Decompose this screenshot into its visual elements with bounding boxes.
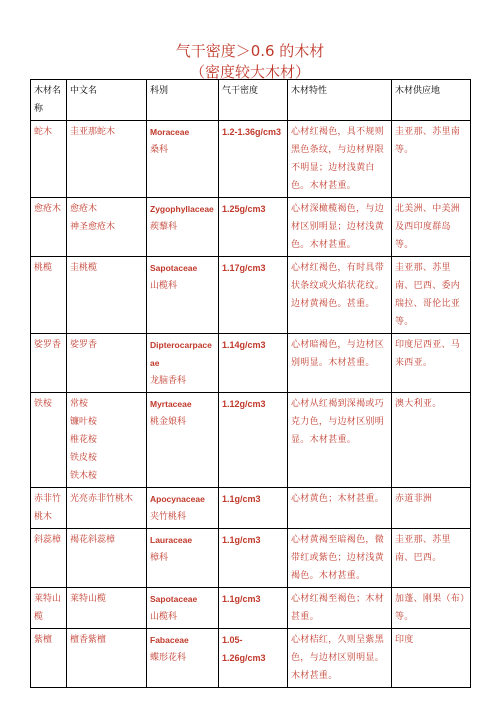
family-cell <box>147 629 219 688</box>
family-latin: Sapotaceae <box>150 594 198 604</box>
density-cell: 1.25g/cm3 <box>219 198 288 257</box>
header-cell: 木材供应地 <box>392 80 471 121</box>
header-cell: 气干密度 <box>219 80 288 121</box>
family-cell <box>147 198 219 257</box>
wood-name-cell: 娑罗香 <box>31 334 67 393</box>
wood-name-cell: 赤非竹桃木 <box>31 488 67 529</box>
supply-cell: 北美洲、中美洲及西印度群岛等。 <box>392 198 471 257</box>
traits-cell: 心材红褐色，具不规则黑色条纹，与边材界限不明显；边材浅黄白色。木材甚重。 <box>288 121 392 198</box>
density-cell: 1.12g/cm3 <box>219 393 288 488</box>
table-row <box>31 393 471 488</box>
table-row <box>31 588 471 629</box>
chinese-name: 褐花斜蕊樟 <box>70 535 116 545</box>
density-cell: 1.05-1.26g/cm3 <box>219 629 288 688</box>
chinese-name: 愈疮木 <box>70 204 98 214</box>
family-chinese: 桑科 <box>150 145 169 155</box>
density-cell: 1.17g/cm3 <box>219 257 288 334</box>
traits-cell: 心材从红褐到深褐或巧克力色，与边材区别明显。木材甚重。 <box>288 393 392 488</box>
header-cell: 木材特性 <box>288 80 392 121</box>
table-row <box>31 488 471 529</box>
supply-cell: 印度尼西亚、马来西亚。 <box>392 334 471 393</box>
family-latin: Sapotaceae <box>150 263 198 273</box>
supply-cell: 圭亚那、苏里南等。 <box>392 121 471 198</box>
chinese-name: 光亮赤非竹桃木 <box>70 494 134 504</box>
chinese-name: 椎花桉 <box>70 435 98 445</box>
chinese-name: 圭亚那蛇木 <box>70 127 116 137</box>
chinese-name-cell <box>67 629 147 688</box>
supply-cell: 赤道非洲 <box>392 488 471 529</box>
family-latin: Lauraceae <box>150 535 193 545</box>
table-row <box>31 198 471 257</box>
traits-cell: 心材黄色；木材甚重。 <box>288 488 392 529</box>
chinese-name-cell <box>67 529 147 588</box>
table-row <box>31 121 471 198</box>
density-cell: 1.2-1.36g/cm3 <box>219 121 288 198</box>
supply-cell: 圭亚那、苏里南、巴西。 <box>392 529 471 588</box>
wood-name-cell: 斜蕊樟 <box>31 529 67 588</box>
chinese-name: 铁皮桉 <box>70 453 98 463</box>
chinese-name-cell <box>67 121 147 198</box>
chinese-name-cell <box>67 257 147 334</box>
chinese-name: 镰叶桉 <box>70 417 98 427</box>
family-chinese: 龙脑香科 <box>150 376 187 386</box>
family-latin: Dipterocarpaceae <box>150 340 212 368</box>
family-chinese: 山榄科 <box>150 281 178 291</box>
wood-name-cell: 愈疮木 <box>31 198 67 257</box>
traits-cell: 心材深橄榄褐色，与边材区别明显；边材浅黄色。木材甚重。 <box>288 198 392 257</box>
family-chinese: 樟科 <box>150 553 169 563</box>
chinese-name-cell <box>67 198 147 257</box>
chinese-name-cell <box>67 488 147 529</box>
family-chinese: 蒺藜科 <box>150 222 178 232</box>
chinese-name-cell <box>67 588 147 629</box>
wood-name-cell: 铁桉 <box>31 393 67 488</box>
family-cell <box>147 529 219 588</box>
density-cell: 1.14g/cm3 <box>219 334 288 393</box>
family-latin: Fabaceae <box>150 635 189 645</box>
chinese-name: 檀香紫檀 <box>70 635 107 645</box>
supply-cell: 澳大利亚。 <box>392 393 471 488</box>
family-latin: Myrtaceae <box>150 399 192 409</box>
family-chinese: 夹竹桃科 <box>150 512 187 522</box>
wood-name-cell: 紫檀 <box>31 629 67 688</box>
traits-cell: 心材黄褐至暗褐色，微带红或紫色；边材浅黄褐色。木材甚重。 <box>288 529 392 588</box>
wood-name-cell: 莱特山榄 <box>31 588 67 629</box>
family-cell <box>147 588 219 629</box>
family-latin: Apocynaceae <box>150 494 205 504</box>
chinese-name: 神圣愈疮木 <box>70 222 116 232</box>
traits-cell: 心材桔红，久则呈紫黑色，与边材区别明显。木材甚重。 <box>288 629 392 688</box>
family-cell <box>147 121 219 198</box>
table-row <box>31 334 471 393</box>
family-chinese: 山榄科 <box>150 612 178 622</box>
wood-name-cell: 蛇木 <box>31 121 67 198</box>
family-chinese: 桃金娘科 <box>150 417 187 427</box>
wood-name-cell: 桃榄 <box>31 257 67 334</box>
chinese-name: 娑罗香 <box>70 340 98 350</box>
header-cell: 中文名 <box>67 80 147 121</box>
chinese-name: 莱特山榄 <box>70 594 107 604</box>
traits-cell: 心材红褐至褐色；木材甚重。 <box>288 588 392 629</box>
family-chinese: 蝶形花科 <box>150 653 187 663</box>
supply-cell: 加蓬、刚果（布）等。 <box>392 588 471 629</box>
family-cell <box>147 393 219 488</box>
wood-table <box>30 79 471 688</box>
table-row <box>31 629 471 688</box>
chinese-name-cell <box>67 334 147 393</box>
table-row <box>31 529 471 588</box>
chinese-name: 铁木桉 <box>70 471 98 481</box>
header-row <box>31 80 471 121</box>
family-cell <box>147 334 219 393</box>
chinese-name: 圭桃榄 <box>70 263 98 273</box>
chinese-name-cell <box>67 393 147 488</box>
family-cell <box>147 257 219 334</box>
header-cell: 科别 <box>147 80 219 121</box>
family-latin: Moraceae <box>150 127 190 137</box>
supply-cell: 圭亚那、苏里南、巴西、委内瑞拉、哥伦比亚等。 <box>392 257 471 334</box>
density-cell: 1.1g/cm3 <box>219 488 288 529</box>
supply-cell: 印度 <box>392 629 471 688</box>
traits-cell: 心材红褐色，有时具带状条纹或火焰状花纹。边材黄褐色。甚重。 <box>288 257 392 334</box>
title-subtitle: （密度较大木材） <box>189 63 310 81</box>
title-main: 气干密度＞0.6 的木材 <box>175 42 325 60</box>
table-row <box>31 257 471 334</box>
density-cell: 1.1g/cm3 <box>219 529 288 588</box>
family-latin: Zygophyllaceae <box>150 204 214 214</box>
traits-cell: 心材暗褐色，与边材区别明显。木材甚重。 <box>288 334 392 393</box>
density-cell: 1.1g/cm3 <box>219 588 288 629</box>
chinese-name: 常桉 <box>70 399 89 409</box>
family-cell <box>147 488 219 529</box>
header-cell: 木材名称 <box>31 80 67 121</box>
